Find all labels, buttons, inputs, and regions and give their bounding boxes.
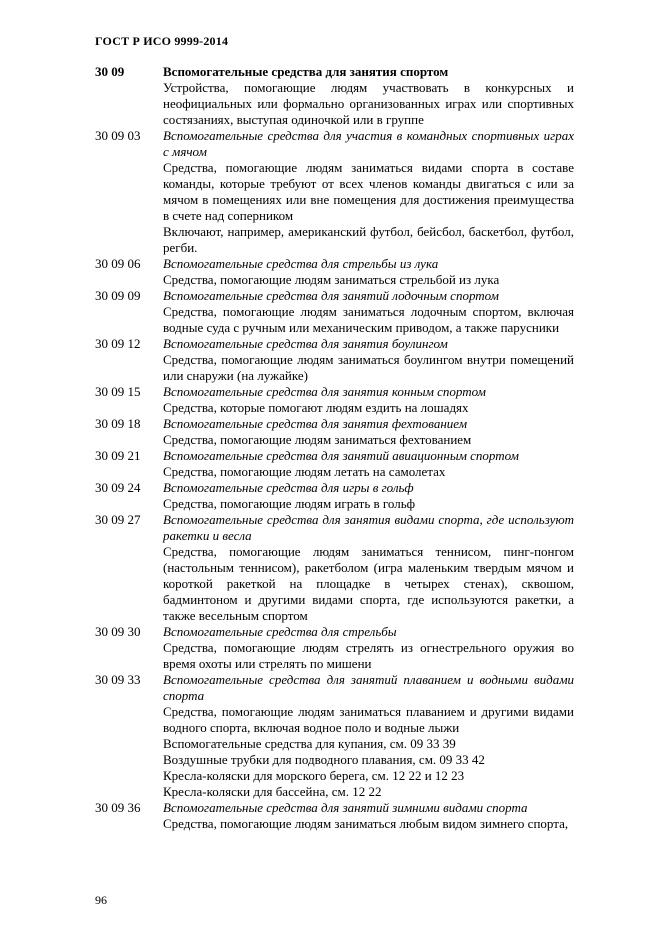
entry-title: Вспомогательные средства для занятий лодочным спортом xyxy=(163,288,499,303)
entry-paragraph: Средства, помогающие людям заниматься лодочным спортом, включая водные суда с ручным или механическим приводом, а также парусники xyxy=(163,304,574,335)
entry-title: Вспомогательные средства для занятий зимними видами спорта xyxy=(163,800,528,815)
catalog-entry xyxy=(95,800,574,832)
entry-content xyxy=(163,448,574,480)
catalog-entry xyxy=(95,624,574,672)
entry-code: 30 09 36 xyxy=(95,800,141,815)
entry-paragraph: Средства, помогающие людям летать на самолетах xyxy=(163,464,446,479)
entry-content xyxy=(163,256,574,288)
catalog-entry xyxy=(95,64,574,128)
entry-title: Вспомогательные средства для занятия спортом xyxy=(163,64,449,79)
catalog-entry xyxy=(95,480,574,512)
entry-code: 30 09 06 xyxy=(95,256,141,271)
entry-paragraph: Средства, которые помогают людям ездить на лошадях xyxy=(163,400,469,415)
entry-title: Вспомогательные средства для занятия конным спортом xyxy=(163,384,486,399)
entry-code: 30 09 18 xyxy=(95,416,141,431)
entry-paragraph: Средства, помогающие людям стрелять из огнестрельного оружия во время охоты или стрелять по мишени xyxy=(163,640,574,671)
entry-title: Вспомогательные средства для занятий плаванием и водными видами спорта xyxy=(163,672,574,703)
catalog-entry xyxy=(95,256,574,288)
entry-paragraph: Вспомогательные средства для купания, см. 09 33 39 xyxy=(163,736,456,751)
entry-title: Вспомогательные средства для стрельбы из лука xyxy=(163,256,439,271)
entry-content xyxy=(163,128,574,256)
catalog-entry xyxy=(95,128,574,256)
entry-code: 30 09 12 xyxy=(95,336,141,351)
entry-paragraph: Средства, помогающие людям заниматься фехтованием xyxy=(163,432,472,447)
entry-code: 30 09 15 xyxy=(95,384,141,399)
entry-title: Вспомогательные средства для занятия видами спорта, где используют ракетки и весла xyxy=(163,512,574,543)
catalog-entry xyxy=(95,288,574,336)
entry-content xyxy=(163,672,574,800)
entry-code: 30 09 xyxy=(95,64,125,79)
entry-content xyxy=(163,288,574,336)
entry-paragraph: Устройства, помогающие людям участвовать в конкурсных и неофициальных или формально организованных играх или спортивных состязаниях, выступая одиночкой или в группе xyxy=(163,80,574,127)
entry-code: 30 09 24 xyxy=(95,480,141,495)
entry-content xyxy=(163,336,574,384)
entry-content xyxy=(163,624,574,672)
entry-paragraph: Кресла-коляски для морского берега, см. 12 22 и 12 23 xyxy=(163,768,465,783)
entry-content xyxy=(163,512,574,624)
entry-content xyxy=(163,64,574,128)
entries-container xyxy=(95,64,574,832)
entry-code: 30 09 30 xyxy=(95,624,141,639)
entry-paragraph: Средства, помогающие людям заниматься видами спорта в составе команды, которые требуют от всех членов команды двигаться с или за мячом в помещениях или вне помещения для достижения преимущества в счете над соперником xyxy=(163,160,574,223)
catalog-entry xyxy=(95,416,574,448)
entry-title: Вспомогательные средства для участия в командных спортивных играх с мячом xyxy=(163,128,574,159)
entry-code: 30 09 03 xyxy=(95,128,141,143)
catalog-entry xyxy=(95,448,574,480)
entry-code: 30 09 09 xyxy=(95,288,141,303)
entry-title: Вспомогательные средства для игры в гольф xyxy=(163,480,414,495)
entry-title: Вспомогательные средства для занятия боулингом xyxy=(163,336,448,351)
entry-paragraph: Средства, помогающие людям заниматься любым видом зимнего спорта, xyxy=(163,816,569,831)
entry-code: 30 09 33 xyxy=(95,672,141,687)
catalog-entry xyxy=(95,512,574,624)
entry-content xyxy=(163,384,574,416)
entry-paragraph: Кресла-коляски для бассейна, см. 12 22 xyxy=(163,784,382,799)
entry-content xyxy=(163,800,574,832)
page-number: 96 xyxy=(95,893,107,907)
entry-title: Вспомогательные средства для занятий авиационным спортом xyxy=(163,448,519,463)
catalog-entry xyxy=(95,672,574,800)
entry-paragraph: Включают, например, американский футбол, бейсбол, баскетбол, футбол, регби. xyxy=(163,224,574,255)
entry-code: 30 09 27 xyxy=(95,512,141,527)
catalog-entry xyxy=(95,336,574,384)
entry-paragraph: Средства, помогающие людям играть в гольф xyxy=(163,496,416,511)
entry-code: 30 09 21 xyxy=(95,448,141,463)
document-header-title: ГОСТ Р ИСО 9999-2014 xyxy=(95,34,229,48)
entry-paragraph: Средства, помогающие людям заниматься боулингом внутри помещений или снаружи (на лужайке) xyxy=(163,352,574,383)
entry-paragraph: Воздушные трубки для подводного плавания, см. 09 33 42 xyxy=(163,752,485,767)
entry-content xyxy=(163,480,574,512)
entry-paragraph: Средства, помогающие людям заниматься плаванием и другими видами водного спорта, включая водное поло и водные лыжи xyxy=(163,704,574,735)
entry-paragraph: Средства, помогающие людям заниматься стрельбой из лука xyxy=(163,272,500,287)
catalog-entry xyxy=(95,384,574,416)
entry-paragraph: Средства, помогающие людям заниматься теннисом, пинг-понгом (настольным теннисом), ракетболом (игра маленьким твердым мячом и короткой ракеткой на площадке в четырех стенах), сквошом, бадминтоном и другими видами спорта, где используются ракетки, а также весельным спортом xyxy=(163,544,574,623)
entry-title: Вспомогательные средства для стрельбы xyxy=(163,624,397,639)
entry-content xyxy=(163,416,574,448)
entry-title: Вспомогательные средства для занятия фехтованием xyxy=(163,416,468,431)
